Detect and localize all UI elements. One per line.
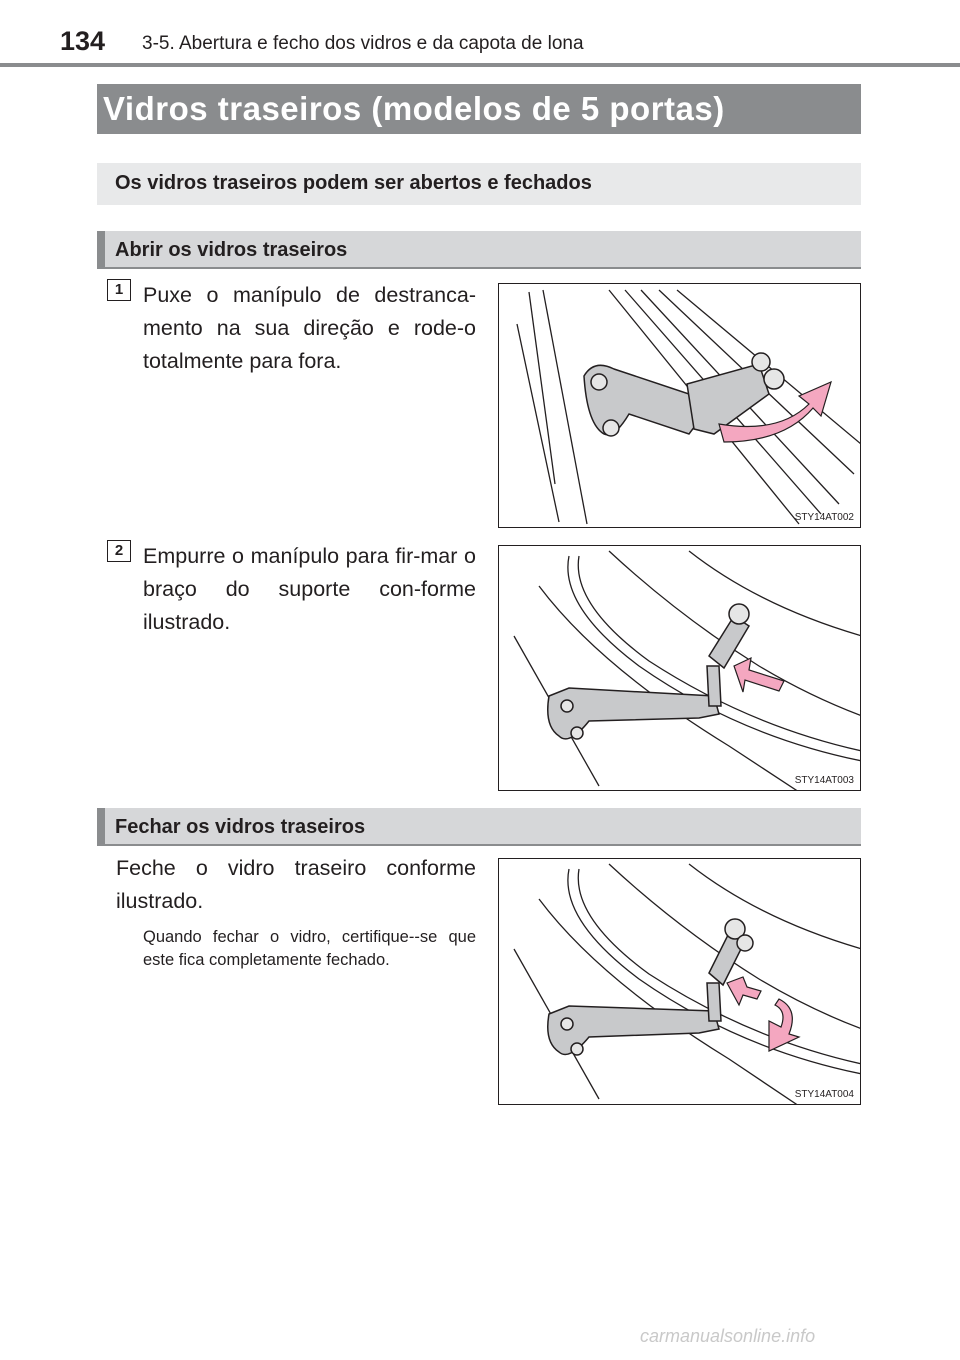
page-number: 134	[60, 26, 106, 56]
step-number-2: 2	[107, 540, 131, 562]
section-heading-close: Fechar os vidros traseiros	[97, 808, 861, 846]
figure-2-illustration	[499, 546, 861, 791]
figure-1-illustration	[499, 284, 861, 528]
chapter-title: 3-5. Abertura e fecho dos vidros e da capota de lona	[142, 33, 584, 54]
close-note-text: Quando fechar o vidro, certifique--se que este fica completamente fechado.	[143, 928, 476, 969]
figure-3-code: STY14AT004	[794, 1089, 854, 1100]
figure-2	[498, 545, 861, 791]
step-1-text: Puxe o manípulo de destranca-mento na sua direção e rode-o totalmente para fora.	[143, 283, 476, 373]
page-title: Vidros traseiros (modelos de 5 portas)	[97, 84, 861, 134]
figure-3-illustration	[499, 859, 861, 1105]
section-heading-open: Abrir os vidros traseiros	[97, 231, 861, 269]
watermark: carmanualsonline.info	[640, 1326, 816, 1346]
page-subtitle: Os vidros traseiros podem ser abertos e fechados	[97, 163, 861, 205]
figure-1-code: STY14AT002	[794, 512, 854, 523]
step-number-1: 1	[107, 279, 131, 301]
header-rule	[0, 63, 960, 67]
figure-3	[498, 858, 861, 1105]
close-instruction-text: Feche o vidro traseiro conforme ilustrado.	[116, 856, 476, 913]
step-2-text: Empurre o manípulo para fir-mar o braço do suporte con-forme ilustrado.	[143, 544, 476, 634]
figure-2-code: STY14AT003	[794, 775, 854, 786]
figure-1	[498, 283, 861, 528]
